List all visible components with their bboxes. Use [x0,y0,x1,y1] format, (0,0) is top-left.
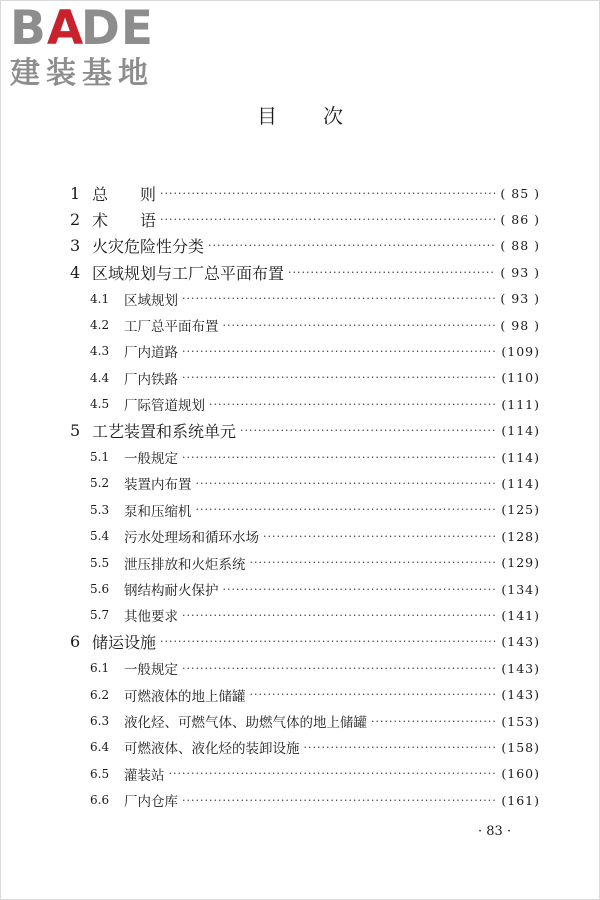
toc-entry-page: ( 85 ) [500,185,540,201]
toc-entry-number: 5.5 [90,555,110,570]
toc-entry [70,420,540,442]
toc-entry [70,235,540,257]
toc-entry-title: 泵和压缩机 [124,503,192,520]
toc-entry [90,367,540,389]
toc-entry-page: (143) [501,660,540,676]
toc-entry-number: 6.2 [90,687,110,702]
page-number: · 83 · [478,824,512,839]
toc-leader-dots [182,662,497,675]
toc-entry-page: (161) [501,792,540,808]
toc-entry [90,657,540,679]
toc-entry [90,578,540,600]
toc-entry-number: 5.7 [90,608,110,623]
toc-entry-title: 厂内铁路 [124,371,178,388]
toc-entry-number: 5.3 [90,502,110,517]
logo-letter-a: A [46,1,85,56]
toc-entry-title: 区域规划 [124,292,178,309]
toc-entry-page: (109) [501,343,540,359]
toc-entry-page: (134) [501,581,540,597]
toc-entry-number: 2 [70,209,81,229]
toc-entry-page: (158) [501,739,540,755]
toc-leader-dots [371,715,497,728]
toc-entry-title: 一般规定 [124,451,178,467]
toc-entry-number: 6.5 [90,766,110,781]
toc-entry-page: (141) [501,607,540,623]
toc-leader-dots [182,345,497,358]
toc-entry-page: (160) [501,766,540,782]
toc-entry [90,499,540,521]
toc-leader-dots [209,398,497,411]
toc-entry-number: 4.4 [90,370,110,385]
toc-entry [70,208,540,230]
toc-entry-title: 术 语 [92,210,157,230]
toc-entry [90,288,540,310]
toc-leader-dots [196,503,498,516]
toc-entry-number: 4 [70,262,81,282]
toc-leader-dots [223,319,497,332]
bade-logo [10,1,175,94]
toc-entry-page: ( 93 ) [500,264,540,280]
toc-entry-title: 厂内道路 [124,345,178,362]
toc-entry-page: ( 86 ) [500,211,540,227]
toc-entry-page: (111) [501,396,540,412]
toc-entry-title: 可燃液体、液化烃的装卸设施 [124,741,300,758]
toc-entry-page: ( 88 ) [500,238,540,254]
toc-leader-dots [288,266,496,279]
toc-entry-title: 其他要求 [124,609,178,626]
toc-entry-title: 区域规划与工厂总平面布置 [92,263,285,283]
toc-entry [90,446,540,468]
toc-entry [90,789,540,811]
toc-entry-page: (114) [501,449,540,465]
toc-entry [90,736,540,758]
toc-entry-page: (128) [501,528,540,544]
toc-entry-page: (143) [501,634,540,650]
toc-entry [90,314,540,336]
toc-leader-dots [182,794,497,807]
toc-leader-dots [182,292,496,305]
toc-entry [70,261,540,283]
toc-entry-page: (114) [501,475,540,491]
toc-entry-page: (129) [501,555,540,571]
toc-entry-page: ( 93 ) [500,291,540,307]
toc-entry-number: 4.5 [90,397,110,412]
toc-entry [90,684,540,706]
toc-entry-page: ( 98 ) [500,317,540,333]
toc-leader-dots [169,767,498,780]
toc-entry-title: 工厂总平面布置 [124,319,219,335]
toc-leader-dots [196,477,498,490]
toc-entry-title: 厂内仓库 [124,794,178,811]
toc-entry-title: 污水处理场和循环水场 [124,530,259,547]
logo-wordmark: BADE [10,1,154,56]
logo-subtitle: 建装基地 [10,56,154,91]
toc-entry [90,340,540,362]
toc-leader-dots [160,213,496,226]
toc-entry-title: 泄压排放和火炬系统 [124,556,246,573]
toc-entry-number: 1 [70,183,81,203]
toc-entry-title: 钢结构耐火保护 [124,583,219,599]
toc-entry-number: 5.6 [90,582,110,596]
toc-entry-number: 3 [70,236,81,256]
toc-leader-dots [263,530,497,543]
toc-entry-page: (125) [501,502,540,518]
toc-entry [90,604,540,626]
toc-entry-title: 液化烃、可燃气体、助燃气体的地上储罐 [124,715,367,731]
toc-leader-dots [160,635,497,648]
toc-leader-dots [304,741,498,754]
toc-entry-number: 6 [70,632,81,652]
toc-leader-dots [223,583,498,596]
toc-entry-title: 火灾危险性分类 [92,237,205,257]
toc-entry-number: 6.4 [90,740,110,755]
toc-entry [70,631,540,653]
toc-entry [90,552,540,574]
toc-entry-number: 4.2 [90,318,110,332]
toc-leader-dots [208,239,496,252]
toc-entry-number: 5.4 [90,529,110,544]
toc-entry-title: 储运设施 [92,633,157,653]
toc-entry [70,182,540,204]
toc-leader-dots [160,187,496,200]
toc-entry [90,525,540,547]
toc-entry-title: 总 则 [92,184,157,204]
toc-entry-number: 5.2 [90,476,110,491]
toc-leader-dots [250,556,498,569]
toc-entry-number: 5 [70,421,81,441]
toc-entry-number: 4.3 [90,344,110,359]
toc-entry-number: 6.1 [90,661,110,676]
toc-leader-dots [182,609,497,622]
toc-entry-title: 厂际管道规划 [124,398,205,415]
toc-entry-title: 灌装站 [124,767,165,784]
toc-leader-dots [240,424,497,437]
toc-entry-page: (114) [501,423,540,439]
toc-entry-title: 工艺装置和系统单元 [92,422,237,442]
toc-leader-dots [250,688,498,701]
toc-leader-dots [182,371,497,384]
toc-entry [90,393,540,415]
toc-entry-page: (153) [501,713,540,729]
page-title: 目次 [257,104,389,128]
toc-entry [90,472,540,494]
toc-entry-title: 一般规定 [124,662,178,679]
toc-entry-number: 5.1 [90,450,110,464]
toc-entry-number: 6.3 [90,714,110,728]
toc-entry-number: 6.6 [90,793,110,808]
toc-entry-number: 4.1 [90,291,110,306]
toc-entry-title: 可燃液体的地上储罐 [124,688,246,705]
toc-entry-page: (110) [501,370,540,386]
toc-entry [90,763,540,785]
toc-entry [90,710,540,732]
toc-leader-dots [182,451,497,464]
toc-entry-page: (143) [501,687,540,703]
toc-entry-title: 装置内布置 [124,477,192,494]
